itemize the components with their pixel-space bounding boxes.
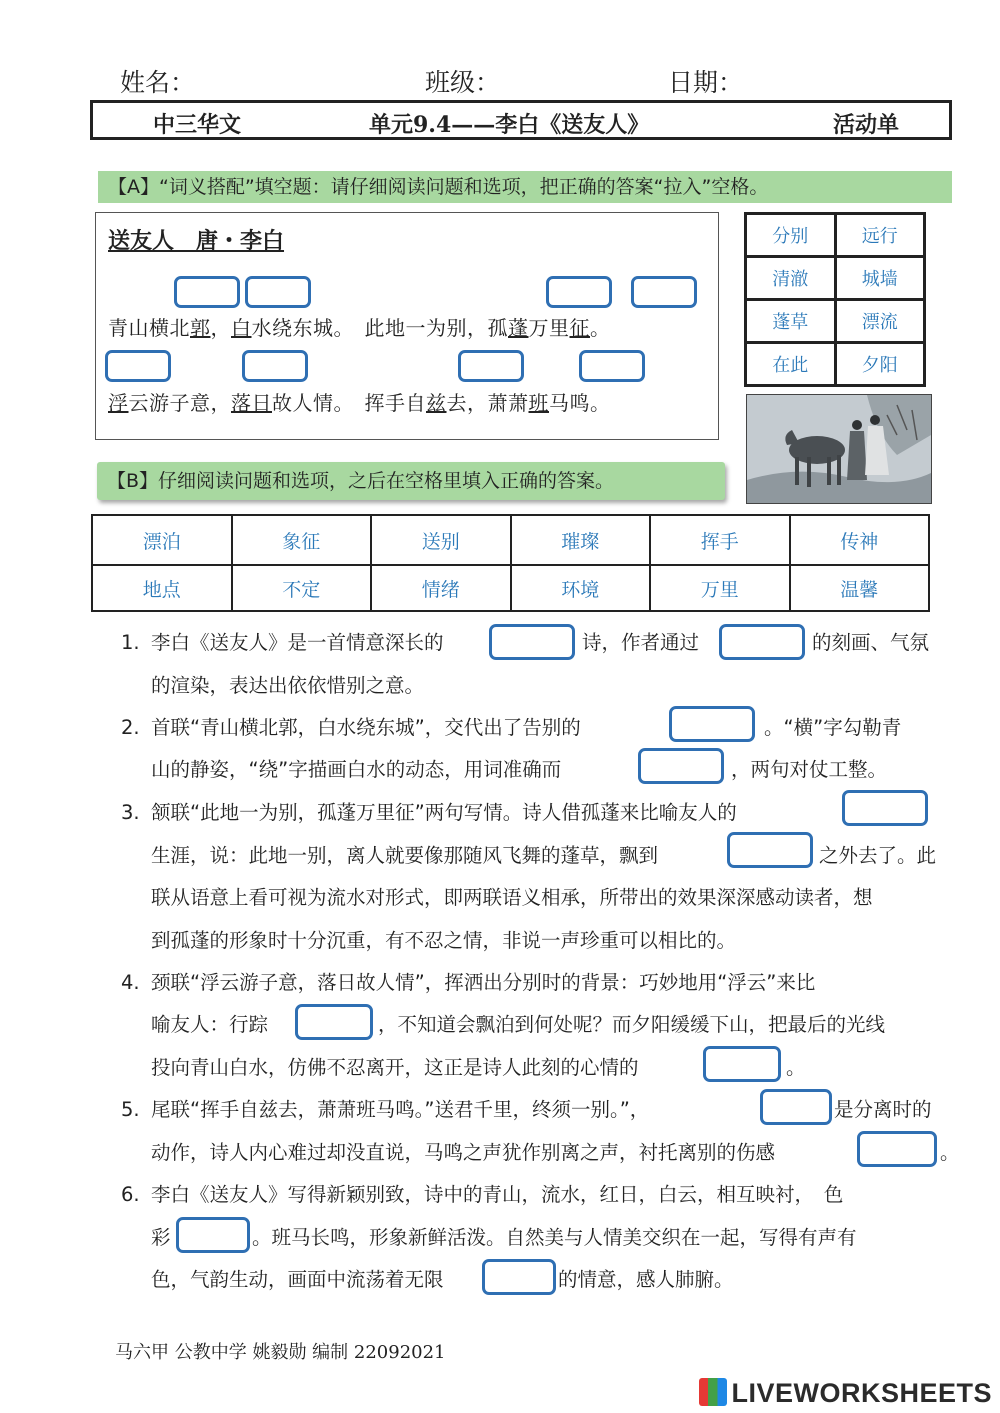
question-2-text-b: 。“横”字勾勒青	[764, 716, 902, 739]
answer-box-q1-2[interactable]	[719, 624, 805, 660]
drop-box-a2[interactable]	[245, 276, 311, 308]
answer-box-q4-1[interactable]	[295, 1004, 373, 1040]
word-chip[interactable]: 远行	[835, 214, 925, 257]
question-5-text-d: 。	[940, 1141, 960, 1164]
answer-box-q5-2[interactable]	[857, 1131, 937, 1167]
question-3-line-4: 到孤蓬的形象时十分沉重，有不忍之情，非说一声珍重可以相比的。	[151, 929, 737, 952]
word-chip[interactable]: 璀璨	[511, 515, 651, 565]
word-chip[interactable]: 万里	[650, 565, 790, 611]
drop-box-a1[interactable]	[174, 276, 240, 308]
question-4-line-3: 投向青山白水，仿佛不忍离开，这正是诗人此刻的心情的	[151, 1056, 639, 1079]
answer-box-q6-2[interactable]	[482, 1259, 556, 1295]
section-a-instruction: 【A】“词义搭配”填空题：请仔细阅读问题和选项，把正确的答案“拉入”空格。	[98, 171, 952, 203]
word-chip[interactable]: 漂流	[835, 300, 925, 343]
word-chip[interactable]: 城墙	[835, 257, 925, 300]
question-1-line-2: 的渲染，表达出依依惜别之意。	[151, 674, 425, 697]
unit-title: 单元9.4——李白《送友人》	[369, 112, 650, 138]
question-3-line-3: 联从语意上看可视为流水对形式，即两联语义相承，所带出的效果深深感动读者，想	[151, 886, 873, 909]
word-chip[interactable]: 分别	[746, 214, 836, 257]
question-3-text-c: 之外去了。此	[819, 844, 937, 867]
drop-box-a5[interactable]	[105, 350, 171, 382]
drop-box-a8[interactable]	[579, 350, 645, 382]
poem-line-1: 青山横北郭，白水绕东城。 此地一为别，孤蓬万里征。	[108, 316, 611, 340]
answer-box-q1-1[interactable]	[489, 624, 575, 660]
word-chip[interactable]: 蓬草	[746, 300, 836, 343]
word-chip[interactable]: 情绪	[371, 565, 511, 611]
kind-title: 活动单	[833, 112, 900, 138]
question-2-line-2: 山的静姿，“绕”字描画白水的动态，用词准确而	[151, 758, 562, 781]
answer-box-q2-1[interactable]	[669, 706, 755, 742]
poem-title: 送友人 唐・李白	[108, 229, 285, 254]
question-3-line-1: 3. 颔联“此地一为别，孤蓬万里征”两句写情。诗人借孤蓬来比喻友人的	[121, 801, 737, 824]
question-6-text-b: 彩	[151, 1226, 171, 1249]
question-6-text-e: 的情意，感人肺腑。	[558, 1268, 734, 1291]
question-5-line-1: 5. 尾联“挥手自兹去，萧萧班马鸣。”送君千里，终须一别。”，	[121, 1098, 650, 1121]
word-bank-b	[91, 514, 930, 612]
poem-line-2: 浮云游子意，落日故人情。 挥手自兹去，萧萧班马鸣。	[108, 391, 611, 415]
word-chip[interactable]: 传神	[790, 515, 930, 565]
question-5-text-b: 是分离时的	[834, 1098, 932, 1121]
word-bank-a	[744, 212, 926, 387]
answer-box-q6-1[interactable]	[176, 1217, 250, 1253]
question-2-text-d: ，两句对仗工整。	[731, 758, 888, 781]
date-label: 日期：	[668, 68, 744, 97]
section-b-instruction: 【B】仔细阅读问题和选项，之后在空格里填入正确的答案。	[97, 462, 725, 500]
liveworksheets-icon	[699, 1378, 727, 1406]
word-chip[interactable]: 象征	[232, 515, 372, 565]
word-chip[interactable]: 不定	[232, 565, 372, 611]
question-3-line-2: 生涯，说：此地一别，离人就要像那随风飞舞的蓬草，飘到	[151, 844, 659, 867]
word-chip[interactable]: 温馨	[790, 565, 930, 611]
question-2-line-1: 2. 首联“青山横北郭，白水绕东城”，交代出了告别的	[121, 716, 581, 739]
title-box	[90, 100, 952, 140]
footer-credit: 马六甲 公教中学 姚毅勋 编制 22092021	[115, 1342, 446, 1363]
answer-box-q2-2[interactable]	[638, 748, 724, 784]
word-chip[interactable]: 清澈	[746, 257, 836, 300]
word-chip[interactable]: 环境	[511, 565, 651, 611]
question-4-text-c: ，不知道会飘泊到何处呢？而夕阳缓缓下山，把最后的光线	[378, 1013, 886, 1036]
word-chip[interactable]: 地点	[92, 565, 232, 611]
answer-box-q5-1[interactable]	[760, 1089, 832, 1125]
drop-box-a3[interactable]	[546, 276, 612, 308]
question-6-text-c: 。班马长鸣，形象新鲜活泼。自然美与人情美交织在一起，写得有声有	[252, 1226, 857, 1249]
question-6-line-1: 6. 李白《送友人》写得新颖别致，诗中的青山，流水，红日，白云，相互映衬， 色	[121, 1183, 844, 1206]
class-label: 班级：	[425, 68, 501, 97]
question-1-text-b: 诗，作者通过	[582, 631, 700, 654]
question-4-text-e: 。	[786, 1056, 806, 1079]
question-1-line-1: 1. 李白《送友人》是一首情意深长的	[121, 631, 444, 654]
question-6-line-3: 色，气韵生动，画面中流荡着无限	[151, 1268, 444, 1291]
drop-box-a6[interactable]	[242, 350, 308, 382]
answer-box-q3-1[interactable]	[842, 790, 928, 826]
question-4-text-b: 喻友人：行踪	[151, 1013, 269, 1036]
name-label: 姓名：	[120, 68, 196, 97]
question-5-line-2: 动作，诗人内心难过却没直说，马鸣之声犹作别离之声，衬托离别的伤感	[151, 1141, 776, 1164]
brand-logo: LIVEWORKSHEETS	[699, 1378, 992, 1409]
farewell-painting-icon	[746, 394, 932, 504]
drop-box-a7[interactable]	[458, 350, 524, 382]
question-1-text-c: 的刻画、气氛	[812, 631, 930, 654]
answer-box-q4-2[interactable]	[703, 1046, 781, 1082]
answer-box-q3-2[interactable]	[727, 832, 813, 868]
word-chip[interactable]: 漂泊	[92, 515, 232, 565]
drop-box-a4[interactable]	[631, 276, 697, 308]
question-4-line-1: 4. 颈联“浮云游子意，落日故人情”，挥洒出分别时的背景：巧妙地用“浮云”来比	[121, 971, 816, 994]
grade-title: 中三华文	[153, 112, 242, 138]
word-chip[interactable]: 送别	[371, 515, 511, 565]
word-chip[interactable]: 挥手	[650, 515, 790, 565]
word-chip[interactable]: 夕阳	[835, 343, 925, 386]
word-chip[interactable]: 在此	[746, 343, 836, 386]
